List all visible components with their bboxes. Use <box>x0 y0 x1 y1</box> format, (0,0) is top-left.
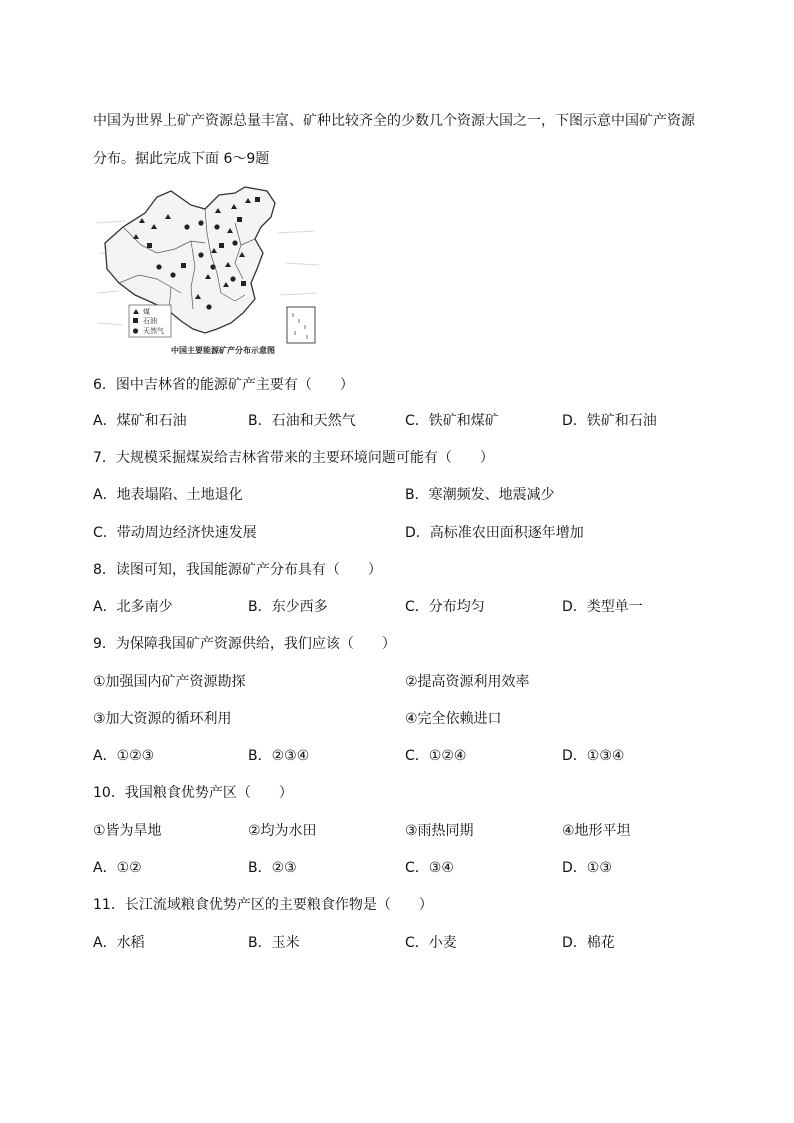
south-china-sea-inset <box>287 307 315 343</box>
intro-line-2: 分布。据此完成下面 6～9题 <box>93 151 270 167</box>
q10-option-b[interactable]: B．②③ <box>248 860 297 876</box>
q8-option-b[interactable]: B．东少西多 <box>248 599 328 615</box>
q10-item-1: ①皆为旱地 <box>93 823 162 839</box>
q11-option-b[interactable]: B．玉米 <box>248 935 300 951</box>
map-figure <box>95 183 323 355</box>
q8-option-a[interactable]: A．北多南少 <box>93 599 173 615</box>
q6-option-c[interactable]: C．铁矿和煤矿 <box>405 413 499 429</box>
q10-option-c[interactable]: C．③④ <box>405 860 454 876</box>
q8-option-d[interactable]: D．类型单一 <box>562 599 643 615</box>
q11-option-d[interactable]: D．棉花 <box>562 935 615 951</box>
q9-item-4: ④完全依赖进口 <box>405 711 502 727</box>
q11-option-a[interactable]: A．水稻 <box>93 935 145 951</box>
china-energy-minerals-map <box>95 183 323 355</box>
legend-coal: 煤 <box>143 308 150 316</box>
q9-option-b[interactable]: B．②③④ <box>248 748 310 764</box>
q8-stem: 8．读图可知，我国能源矿产分布具有（ ） <box>93 562 382 578</box>
q7-option-a[interactable]: A．地表塌陷、土地退化 <box>93 487 243 503</box>
q10-item-4: ④地形平坦 <box>562 823 631 839</box>
map-legend <box>129 305 171 337</box>
q11-stem: 11．长江流域粮食优势产区的主要粮食作物是（ ） <box>93 897 433 913</box>
q6-option-a[interactable]: A．煤矿和石油 <box>93 413 187 429</box>
q9-item-3: ③加大资源的循环利用 <box>93 711 232 727</box>
intro-line-1: 中国为世界上矿产资源总量丰富、矿种比较齐全的少数几个资源大国之一，下图示意中国矿产资源 <box>93 113 695 129</box>
q9-option-a[interactable]: A．①②③ <box>93 748 155 764</box>
q9-stem: 9．为保障我国矿产资源供给，我们应该（ ） <box>93 636 396 652</box>
q10-stem: 10．我国粮食优势产区（ ） <box>93 785 293 801</box>
q7-option-b[interactable]: B．寒潮频发、地震减少 <box>405 487 555 503</box>
q7-option-c[interactable]: C．带动周边经济快速发展 <box>93 525 257 541</box>
q9-item-2: ②提高资源利用效率 <box>405 674 530 690</box>
q8-option-c[interactable]: C．分布均匀 <box>405 599 485 615</box>
q6-option-b[interactable]: B．石油和天然气 <box>248 413 356 429</box>
q7-stem: 7．大规模采掘煤炭给吉林省带来的主要环境问题可能有（ ） <box>93 450 494 466</box>
q9-option-d[interactable]: D．①③④ <box>562 748 625 764</box>
q10-option-d[interactable]: D．①③ <box>562 860 612 876</box>
q9-option-c[interactable]: C．①②④ <box>405 748 467 764</box>
q11-option-c[interactable]: C．小麦 <box>405 935 457 951</box>
q6-stem: 6．图中吉林省的能源矿产主要有（ ） <box>93 377 354 393</box>
q10-option-a[interactable]: A．①② <box>93 860 142 876</box>
legend-oil: 石油 <box>143 317 157 325</box>
map-caption: 中国主要能源矿产分布示意图 <box>171 346 275 355</box>
q10-item-2: ②均为水田 <box>248 823 317 839</box>
q6-option-d[interactable]: D．铁矿和石油 <box>562 413 657 429</box>
q9-item-1: ①加强国内矿产资源勘探 <box>93 674 246 690</box>
q7-option-d[interactable]: D．高标准农田面积逐年增加 <box>405 525 584 541</box>
legend-gas: 天然气 <box>143 327 164 335</box>
q10-item-3: ③雨热同期 <box>405 823 474 839</box>
